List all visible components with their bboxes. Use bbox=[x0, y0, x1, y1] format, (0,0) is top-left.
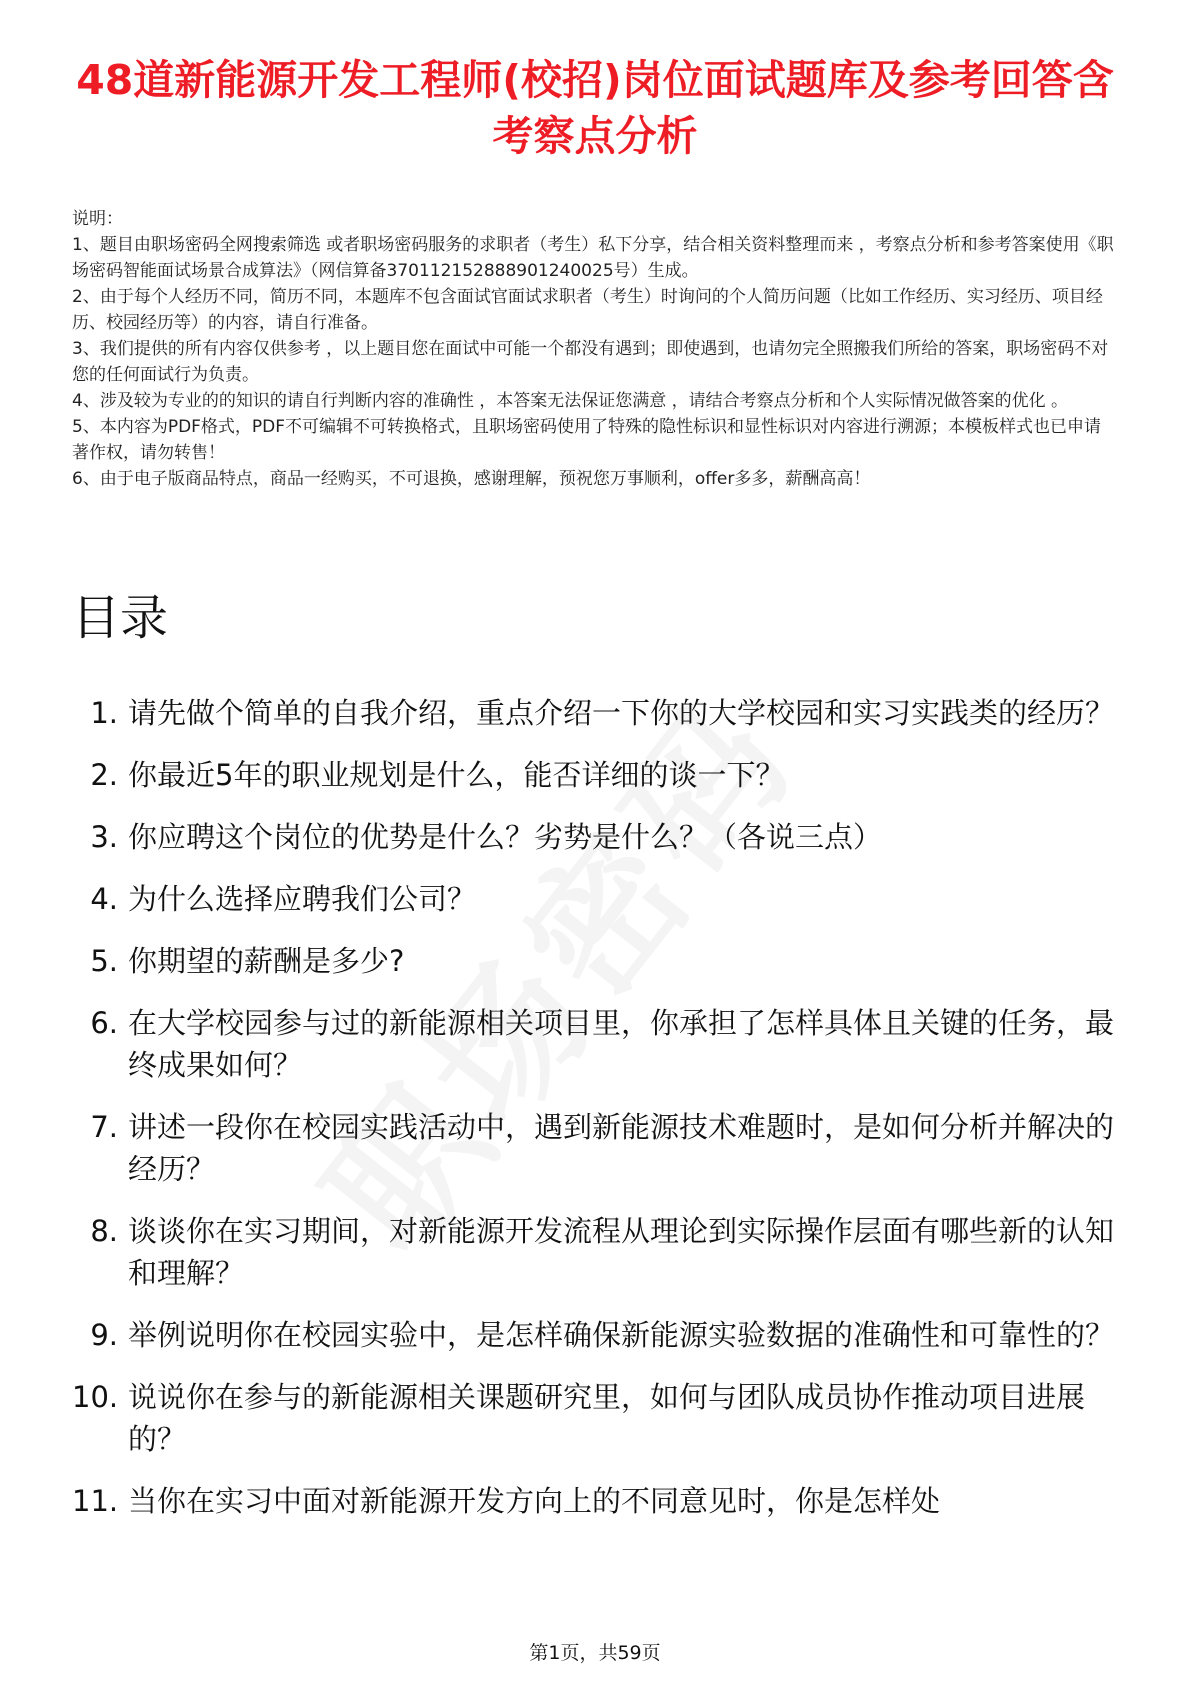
toc-item-text: 你最近5年的职业规划是什么，能否详细的谈一下？ bbox=[128, 758, 785, 792]
toc-item-text: 你期望的薪酬是多少? bbox=[128, 944, 405, 978]
toc-item[interactable] bbox=[72, 940, 1122, 982]
toc-item[interactable] bbox=[72, 1002, 1122, 1086]
note-item: 2、由于每个人经历不同，简历不同，本题库不包含面试官面试求职者（考生）时询问的个人简历问题（比如工作经历、实习经历、项目经历、校园经历等）的内容，请自行准备。 bbox=[72, 287, 1103, 333]
toc-item[interactable] bbox=[72, 1210, 1122, 1294]
toc-item-text: 讲述一段你在校园实践活动中，遇到新能源技术难题时，是如何分析并解决的经历？ bbox=[128, 1110, 1115, 1186]
toc-item-number: 9. bbox=[90, 1318, 118, 1352]
toc-item-text: 请先做个简单的自我介绍，重点介绍一下你的大学校园和实习实践类的经历？ bbox=[128, 696, 1115, 730]
document-title: 48道新能源开发工程师(校招)岗位面试题库及参考回答含考察点分析 bbox=[76, 56, 1114, 160]
toc-item-text: 举例说明你在校园实验中，是怎样确保新能源实验数据的准确性和可靠性的？ bbox=[128, 1318, 1115, 1352]
note-item: 1、题目由职场密码全网搜索筛选 或者职场密码服务的求职者（考生）私下分享，结合相关资料整理而来 ，考察点分析和参考答案使用《职场密码智能面试场景合成算法》（网信算备370112152888901240025号）生成。 bbox=[72, 235, 1114, 281]
toc-item[interactable] bbox=[72, 1480, 1122, 1522]
toc-item-text: 谈谈你在实习期间，对新能源开发流程从理论到实际操作层面有哪些新的认知和理解？ bbox=[128, 1214, 1115, 1290]
toc-heading: 目录 bbox=[72, 590, 169, 646]
notes-heading: 说明： bbox=[72, 209, 123, 229]
toc-item-number: 5. bbox=[90, 944, 118, 978]
toc-item[interactable] bbox=[72, 754, 1122, 796]
page-number: 第1页，共59页 bbox=[529, 1642, 661, 1664]
toc-item-text: 为什么选择应聘我们公司？ bbox=[128, 882, 477, 916]
note-item: 5、本内容为PDF格式，PDF不可编辑不可转换格式，且职场密码使用了特殊的隐性标识和显性标识对内容进行溯源；本模板样式也已申请著作权，请勿转售！ bbox=[72, 417, 1102, 463]
note-item: 4、涉及较为专业的的知识的请自行判断内容的准确性 ，本答案无法保证您满意 ，请结合考察点分析和个人实际情况做答案的优化 。 bbox=[72, 391, 1069, 411]
toc-item-number: 6. bbox=[90, 1006, 118, 1040]
toc-item-text: 说说你在参与的新能源相关课题研究里，如何与团队成员协作推动项目进展的？ bbox=[128, 1380, 1086, 1456]
toc-item-number: 2. bbox=[90, 758, 118, 792]
note-item: 3、我们提供的所有内容仅供参考 ，以上题目您在面试中可能一个都没有遇到；即使遇到，也请勿完全照搬我们所给的答案，职场密码不对您的任何面试行为负责。 bbox=[72, 339, 1109, 385]
toc-item-number: 1. bbox=[90, 696, 118, 730]
toc-item-text: 当你在实习中面对新能源开发方向上的不同意见时，你是怎样处 bbox=[128, 1484, 941, 1518]
toc-item-number: 8. bbox=[90, 1214, 118, 1248]
toc-item[interactable] bbox=[72, 878, 1122, 920]
toc-item-number: 3. bbox=[90, 820, 118, 854]
toc-item[interactable] bbox=[72, 1106, 1122, 1190]
toc-item-number: 4. bbox=[90, 882, 118, 916]
toc-item[interactable] bbox=[72, 692, 1122, 734]
toc-item-number: 11. bbox=[72, 1484, 119, 1518]
toc-item[interactable] bbox=[72, 1376, 1122, 1460]
toc-item-number: 10. bbox=[72, 1380, 119, 1414]
note-item: 6、由于电子版商品特点，商品一经购买，不可退换，感谢理解，预祝您万事顺利，offer多多，薪酬高高！ bbox=[72, 469, 871, 489]
toc-item[interactable] bbox=[72, 1314, 1122, 1356]
toc-item-number: 7. bbox=[90, 1110, 118, 1144]
toc-item[interactable] bbox=[72, 816, 1122, 858]
toc-list bbox=[72, 692, 1122, 1542]
toc-item-text: 你应聘这个岗位的优势是什么？劣势是什么？（各说三点） bbox=[128, 820, 883, 854]
toc-item-text: 在大学校园参与过的新能源相关项目里，你承担了怎样具体且关键的任务，最终成果如何？ bbox=[128, 1006, 1115, 1082]
notes-section bbox=[72, 206, 1118, 492]
